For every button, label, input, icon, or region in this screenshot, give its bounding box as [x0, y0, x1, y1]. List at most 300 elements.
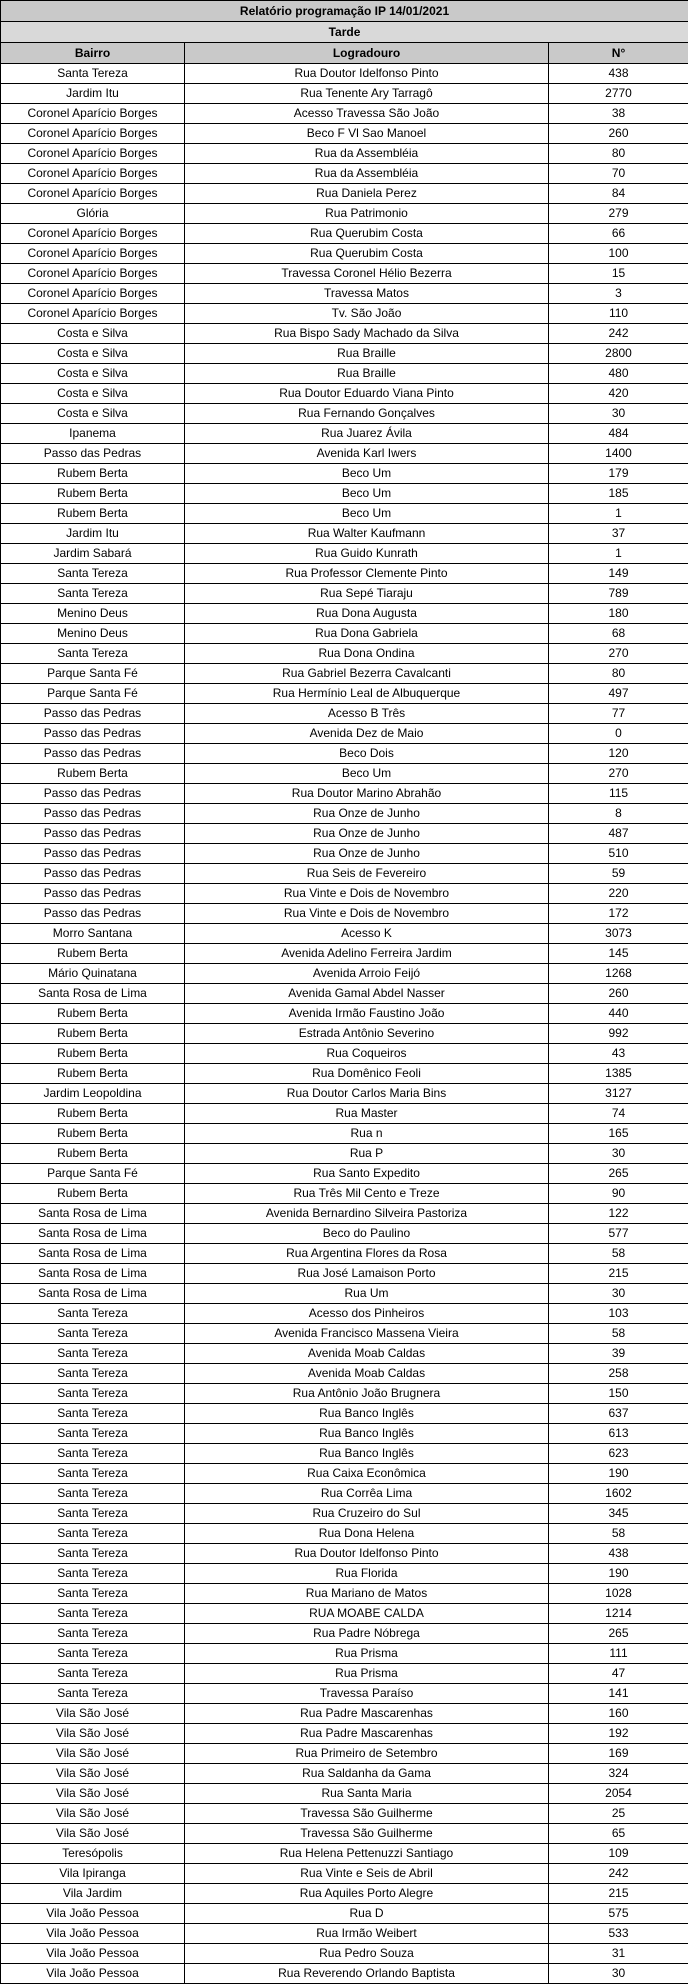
cell-logradouro: Tv. São João: [185, 304, 549, 324]
cell-bairro: Santa Rosa de Lima: [1, 1264, 185, 1284]
cell-numero: 487: [549, 824, 688, 844]
cell-bairro: Vila João Pessoa: [1, 1964, 185, 1984]
table-row: [1, 984, 688, 1004]
table-row: [1, 784, 688, 804]
table-row: [1, 1324, 688, 1344]
cell-numero: 438: [549, 64, 688, 84]
cell-numero: 484: [549, 424, 688, 444]
cell-logradouro: Rua Doutor Carlos Maria Bins: [185, 1084, 549, 1104]
table-row: [1, 1524, 688, 1544]
cell-logradouro: Avenida Karl Iwers: [185, 444, 549, 464]
cell-numero: 220: [549, 884, 688, 904]
cell-bairro: Passo das Pedras: [1, 784, 185, 804]
cell-logradouro: Rua Padre Mascarenhas: [185, 1704, 549, 1724]
cell-numero: 3073: [549, 924, 688, 944]
cell-numero: 8: [549, 804, 688, 824]
table-row: [1, 904, 688, 924]
cell-bairro: Santa Tereza: [1, 1604, 185, 1624]
table-row: [1, 684, 688, 704]
table-row: [1, 644, 688, 664]
cell-bairro: Rubem Berta: [1, 484, 185, 504]
cell-bairro: Santa Tereza: [1, 1364, 185, 1384]
cell-bairro: Santa Tereza: [1, 1544, 185, 1564]
table-row: [1, 364, 688, 384]
cell-numero: 160: [549, 1704, 688, 1724]
table-row: [1, 1304, 688, 1324]
cell-bairro: Santa Rosa de Lima: [1, 1204, 185, 1224]
cell-logradouro: Rua Domênico Feoli: [185, 1064, 549, 1084]
cell-bairro: Rubem Berta: [1, 764, 185, 784]
cell-bairro: Jardim Sabará: [1, 544, 185, 564]
table-row: [1, 744, 688, 764]
cell-bairro: Jardim Leopoldina: [1, 1084, 185, 1104]
table-row: [1, 1684, 688, 1704]
cell-logradouro: Rua Dona Gabriela: [185, 624, 549, 644]
table-body: [1, 64, 688, 1984]
cell-numero: 169: [549, 1744, 688, 1764]
cell-bairro: Vila São José: [1, 1764, 185, 1784]
cell-bairro: Menino Deus: [1, 624, 185, 644]
table-row: [1, 1664, 688, 1684]
cell-numero: 65: [549, 1824, 688, 1844]
cell-numero: 192: [549, 1724, 688, 1744]
cell-bairro: Vila Ipiranga: [1, 1864, 185, 1884]
cell-bairro: Coronel Aparício Borges: [1, 304, 185, 324]
table-row: [1, 1944, 688, 1964]
cell-bairro: Santa Tereza: [1, 1424, 185, 1444]
table-row: [1, 944, 688, 964]
table-row: [1, 1564, 688, 1584]
cell-bairro: Vila João Pessoa: [1, 1944, 185, 1964]
cell-logradouro: Avenida Moab Caldas: [185, 1344, 549, 1364]
cell-numero: 58: [549, 1244, 688, 1264]
cell-logradouro: Rua Santa Maria: [185, 1784, 549, 1804]
cell-bairro: Costa e Silva: [1, 404, 185, 424]
cell-numero: 2770: [549, 84, 688, 104]
cell-logradouro: Acesso K: [185, 924, 549, 944]
table-row: [1, 1064, 688, 1084]
cell-logradouro: Rua Caixa Econômica: [185, 1464, 549, 1484]
table-row: [1, 1404, 688, 1424]
cell-bairro: Rubem Berta: [1, 1144, 185, 1164]
cell-bairro: Santa Rosa de Lima: [1, 984, 185, 1004]
cell-numero: 270: [549, 644, 688, 664]
cell-numero: 260: [549, 984, 688, 1004]
table-row: [1, 144, 688, 164]
cell-numero: 1400: [549, 444, 688, 464]
cell-bairro: Rubem Berta: [1, 464, 185, 484]
table-row: [1, 244, 688, 264]
cell-bairro: Santa Tereza: [1, 1504, 185, 1524]
cell-logradouro: Rua Onze de Junho: [185, 824, 549, 844]
table-row: [1, 1184, 688, 1204]
cell-numero: 30: [549, 1144, 688, 1164]
cell-bairro: Passo das Pedras: [1, 704, 185, 724]
cell-logradouro: RUA MOABE CALDA: [185, 1604, 549, 1624]
cell-bairro: Santa Rosa de Lima: [1, 1224, 185, 1244]
cell-bairro: Santa Tereza: [1, 64, 185, 84]
cell-logradouro: Rua Irmão Weibert: [185, 1924, 549, 1944]
cell-numero: 613: [549, 1424, 688, 1444]
table-row: [1, 224, 688, 244]
cell-logradouro: Rua Argentina Flores da Rosa: [185, 1244, 549, 1264]
cell-bairro: Rubem Berta: [1, 1004, 185, 1024]
cell-logradouro: Rua Antônio João Brugnera: [185, 1384, 549, 1404]
cell-bairro: Vila São José: [1, 1804, 185, 1824]
table-row: [1, 1584, 688, 1604]
cell-bairro: Santa Tereza: [1, 1624, 185, 1644]
cell-logradouro: Rua Walter Kaufmann: [185, 524, 549, 544]
cell-bairro: Santa Tereza: [1, 1524, 185, 1544]
cell-numero: 111: [549, 1644, 688, 1664]
cell-bairro: Vila Jardim: [1, 1884, 185, 1904]
cell-logradouro: Rua Cruzeiro do Sul: [185, 1504, 549, 1524]
cell-bairro: Parque Santa Fé: [1, 684, 185, 704]
table-row: [1, 164, 688, 184]
cell-bairro: Coronel Aparício Borges: [1, 144, 185, 164]
header-row: [1, 43, 688, 64]
cell-logradouro: Rua Tenente Ary Tarragô: [185, 84, 549, 104]
cell-bairro: Santa Tereza: [1, 1404, 185, 1424]
cell-bairro: Jardim Itu: [1, 524, 185, 544]
cell-bairro: Vila João Pessoa: [1, 1904, 185, 1924]
cell-bairro: Menino Deus: [1, 604, 185, 624]
cell-bairro: Passo das Pedras: [1, 444, 185, 464]
cell-bairro: Santa Tereza: [1, 1324, 185, 1344]
cell-bairro: Rubem Berta: [1, 1024, 185, 1044]
table-row: [1, 844, 688, 864]
cell-bairro: Vila São José: [1, 1704, 185, 1724]
cell-numero: 77: [549, 704, 688, 724]
table-row: [1, 704, 688, 724]
table-row: [1, 404, 688, 424]
cell-logradouro: Rua Fernando Gonçalves: [185, 404, 549, 424]
cell-logradouro: Acesso B Três: [185, 704, 549, 724]
cell-bairro: Morro Santana: [1, 924, 185, 944]
cell-numero: 80: [549, 144, 688, 164]
cell-bairro: Santa Tereza: [1, 1684, 185, 1704]
cell-logradouro: Rua Sepé Tiaraju: [185, 584, 549, 604]
cell-numero: 438: [549, 1544, 688, 1564]
table-row: [1, 1464, 688, 1484]
cell-numero: 2054: [549, 1784, 688, 1804]
table-row: [1, 1964, 688, 1984]
cell-numero: 30: [549, 1964, 688, 1984]
table-row: [1, 1344, 688, 1364]
table-row: [1, 1244, 688, 1264]
shift-label: Tarde: [1, 22, 688, 43]
table-row: [1, 464, 688, 484]
cell-bairro: Santa Tereza: [1, 564, 185, 584]
cell-logradouro: Avenida Bernardino Silveira Pastoriza: [185, 1204, 549, 1224]
table-row: [1, 764, 688, 784]
table-row: [1, 1604, 688, 1624]
cell-bairro: Rubem Berta: [1, 1044, 185, 1064]
cell-logradouro: Rua Florida: [185, 1564, 549, 1584]
table-row: [1, 1864, 688, 1884]
table-row: [1, 324, 688, 344]
cell-numero: 172: [549, 904, 688, 924]
cell-logradouro: Rua Vinte e Seis de Abril: [185, 1864, 549, 1884]
cell-numero: 150: [549, 1384, 688, 1404]
cell-numero: 623: [549, 1444, 688, 1464]
table-row: [1, 1504, 688, 1524]
cell-logradouro: Rua Coqueiros: [185, 1044, 549, 1064]
cell-logradouro: Rua D: [185, 1904, 549, 1924]
table-row: [1, 104, 688, 124]
cell-numero: 190: [549, 1464, 688, 1484]
cell-bairro: Coronel Aparício Borges: [1, 244, 185, 264]
cell-numero: 43: [549, 1044, 688, 1064]
cell-logradouro: Rua Patrimonio: [185, 204, 549, 224]
cell-bairro: Coronel Aparício Borges: [1, 264, 185, 284]
cell-numero: 265: [549, 1624, 688, 1644]
cell-bairro: Teresópolis: [1, 1844, 185, 1864]
table-row: [1, 1844, 688, 1864]
cell-bairro: Santa Tereza: [1, 1484, 185, 1504]
table-row: [1, 1704, 688, 1724]
cell-logradouro: Beco F Vl Sao Manoel: [185, 124, 549, 144]
cell-numero: 30: [549, 1284, 688, 1304]
cell-numero: 149: [549, 564, 688, 584]
cell-bairro: Costa e Silva: [1, 364, 185, 384]
cell-bairro: Rubem Berta: [1, 1104, 185, 1124]
cell-logradouro: Rua Professor Clemente Pinto: [185, 564, 549, 584]
cell-bairro: Passo das Pedras: [1, 804, 185, 824]
cell-logradouro: Rua Dona Ondina: [185, 644, 549, 664]
cell-numero: 440: [549, 1004, 688, 1024]
cell-numero: 47: [549, 1664, 688, 1684]
cell-logradouro: Rua Querubim Costa: [185, 224, 549, 244]
table-row: [1, 1884, 688, 1904]
cell-logradouro: Avenida Francisco Massena Vieira: [185, 1324, 549, 1344]
cell-bairro: Coronel Aparício Borges: [1, 224, 185, 244]
cell-logradouro: Travessa Coronel Hélio Bezerra: [185, 264, 549, 284]
table-row: [1, 264, 688, 284]
cell-logradouro: Rua Banco Inglês: [185, 1424, 549, 1444]
cell-logradouro: Rua n: [185, 1124, 549, 1144]
cell-numero: 260: [549, 124, 688, 144]
table-row: [1, 1104, 688, 1124]
cell-numero: 1028: [549, 1584, 688, 1604]
table-row: [1, 384, 688, 404]
column-header-bairro: Bairro: [1, 43, 185, 64]
cell-logradouro: Rua Seis de Fevereiro: [185, 864, 549, 884]
table-row: [1, 1724, 688, 1744]
cell-logradouro: Rua Gabriel Bezerra Cavalcanti: [185, 664, 549, 684]
cell-bairro: Coronel Aparício Borges: [1, 104, 185, 124]
cell-numero: 58: [549, 1324, 688, 1344]
table-row: [1, 1644, 688, 1664]
cell-numero: 66: [549, 224, 688, 244]
cell-logradouro: Rua Santo Expedito: [185, 1164, 549, 1184]
cell-numero: 242: [549, 1864, 688, 1884]
table-row: [1, 84, 688, 104]
cell-numero: 510: [549, 844, 688, 864]
cell-logradouro: Beco Um: [185, 464, 549, 484]
cell-bairro: Santa Tereza: [1, 1444, 185, 1464]
table-row: [1, 1624, 688, 1644]
cell-logradouro: Rua Banco Inglês: [185, 1404, 549, 1424]
cell-bairro: Rubem Berta: [1, 1184, 185, 1204]
cell-bairro: Costa e Silva: [1, 324, 185, 344]
table-row: [1, 544, 688, 564]
cell-numero: 115: [549, 784, 688, 804]
table-row: [1, 1204, 688, 1224]
cell-logradouro: Rua Dona Helena: [185, 1524, 549, 1544]
cell-numero: 74: [549, 1104, 688, 1124]
cell-numero: 215: [549, 1264, 688, 1284]
table-row: [1, 1364, 688, 1384]
cell-logradouro: Rua Prisma: [185, 1664, 549, 1684]
table-row: [1, 284, 688, 304]
shift-row: [1, 22, 688, 43]
cell-bairro: Santa Tereza: [1, 644, 185, 664]
cell-logradouro: Avenida Moab Caldas: [185, 1364, 549, 1384]
table-row: [1, 584, 688, 604]
table-row: [1, 1084, 688, 1104]
cell-logradouro: Travessa São Guilherme: [185, 1824, 549, 1844]
cell-bairro: Glória: [1, 204, 185, 224]
cell-logradouro: Beco Dois: [185, 744, 549, 764]
cell-numero: 279: [549, 204, 688, 224]
table-row: [1, 1284, 688, 1304]
cell-numero: 258: [549, 1364, 688, 1384]
cell-logradouro: Rua Prisma: [185, 1644, 549, 1664]
cell-logradouro: Rua Padre Mascarenhas: [185, 1724, 549, 1744]
table-row: [1, 724, 688, 744]
cell-numero: 1: [549, 504, 688, 524]
cell-logradouro: Beco Um: [185, 504, 549, 524]
table-row: [1, 1544, 688, 1564]
cell-bairro: Passo das Pedras: [1, 864, 185, 884]
cell-logradouro: Rua Vinte e Dois de Novembro: [185, 904, 549, 924]
cell-logradouro: Travessa Paraíso: [185, 1684, 549, 1704]
cell-bairro: Santa Tereza: [1, 584, 185, 604]
cell-numero: 497: [549, 684, 688, 704]
cell-numero: 577: [549, 1224, 688, 1244]
cell-bairro: Santa Tereza: [1, 1644, 185, 1664]
cell-bairro: Santa Tereza: [1, 1344, 185, 1364]
cell-bairro: Passo das Pedras: [1, 724, 185, 744]
table-row: [1, 1144, 688, 1164]
cell-numero: 165: [549, 1124, 688, 1144]
cell-logradouro: Rua Dona Augusta: [185, 604, 549, 624]
cell-logradouro: Rua Querubim Costa: [185, 244, 549, 264]
cell-numero: 180: [549, 604, 688, 624]
cell-numero: 84: [549, 184, 688, 204]
cell-numero: 637: [549, 1404, 688, 1424]
cell-numero: 80: [549, 664, 688, 684]
table-row: [1, 884, 688, 904]
cell-bairro: Santa Tereza: [1, 1304, 185, 1324]
cell-bairro: Coronel Aparício Borges: [1, 164, 185, 184]
cell-numero: 420: [549, 384, 688, 404]
cell-logradouro: Rua Aquiles Porto Alegre: [185, 1884, 549, 1904]
cell-numero: 270: [549, 764, 688, 784]
cell-logradouro: Avenida Irmão Faustino João: [185, 1004, 549, 1024]
cell-numero: 103: [549, 1304, 688, 1324]
cell-bairro: Coronel Aparício Borges: [1, 124, 185, 144]
table-row: [1, 1784, 688, 1804]
cell-bairro: Passo das Pedras: [1, 744, 185, 764]
cell-bairro: Santa Tereza: [1, 1564, 185, 1584]
table-row: [1, 1804, 688, 1824]
cell-bairro: Rubem Berta: [1, 1064, 185, 1084]
cell-bairro: Passo das Pedras: [1, 904, 185, 924]
cell-numero: 58: [549, 1524, 688, 1544]
table-row: [1, 484, 688, 504]
cell-numero: 1602: [549, 1484, 688, 1504]
cell-logradouro: Rua Saldanha da Gama: [185, 1764, 549, 1784]
cell-logradouro: Rua Primeiro de Setembro: [185, 1744, 549, 1764]
cell-numero: 145: [549, 944, 688, 964]
cell-bairro: Coronel Aparício Borges: [1, 284, 185, 304]
cell-numero: 1268: [549, 964, 688, 984]
cell-numero: 190: [549, 1564, 688, 1584]
cell-numero: 120: [549, 744, 688, 764]
table-row: [1, 664, 688, 684]
table-row: [1, 504, 688, 524]
table-row: [1, 1744, 688, 1764]
table-row: [1, 124, 688, 144]
table-row: [1, 64, 688, 84]
cell-bairro: Santa Rosa de Lima: [1, 1284, 185, 1304]
cell-logradouro: Rua Reverendo Orlando Baptista: [185, 1964, 549, 1984]
table-row: [1, 1004, 688, 1024]
cell-logradouro: Rua Guido Kunrath: [185, 544, 549, 564]
cell-logradouro: Rua Vinte e Dois de Novembro: [185, 884, 549, 904]
cell-numero: 992: [549, 1024, 688, 1044]
table-row: [1, 804, 688, 824]
cell-logradouro: Rua Um: [185, 1284, 549, 1304]
cell-logradouro: Rua Corrêa Lima: [185, 1484, 549, 1504]
cell-numero: 15: [549, 264, 688, 284]
cell-numero: 109: [549, 1844, 688, 1864]
cell-logradouro: Rua Master: [185, 1104, 549, 1124]
cell-numero: 30: [549, 404, 688, 424]
cell-bairro: Rubem Berta: [1, 504, 185, 524]
table-row: [1, 564, 688, 584]
cell-logradouro: Rua Doutor Idelfonso Pinto: [185, 64, 549, 84]
cell-logradouro: Avenida Arroio Feijó: [185, 964, 549, 984]
table-row: [1, 1904, 688, 1924]
cell-bairro: Vila São José: [1, 1724, 185, 1744]
cell-bairro: Mário Quinatana: [1, 964, 185, 984]
cell-numero: 575: [549, 1904, 688, 1924]
cell-bairro: Santa Tereza: [1, 1584, 185, 1604]
cell-numero: 265: [549, 1164, 688, 1184]
table-row: [1, 444, 688, 464]
cell-bairro: Vila João Pessoa: [1, 1924, 185, 1944]
cell-numero: 0: [549, 724, 688, 744]
cell-bairro: Coronel Aparício Borges: [1, 184, 185, 204]
cell-logradouro: Rua Padre Nóbrega: [185, 1624, 549, 1644]
cell-logradouro: Travessa Matos: [185, 284, 549, 304]
cell-numero: 179: [549, 464, 688, 484]
cell-numero: 68: [549, 624, 688, 644]
cell-numero: 3: [549, 284, 688, 304]
cell-logradouro: Rua Braille: [185, 344, 549, 364]
cell-bairro: Costa e Silva: [1, 344, 185, 364]
cell-logradouro: Rua Hermínio Leal de Albuquerque: [185, 684, 549, 704]
title-row: [1, 1, 688, 22]
cell-numero: 25: [549, 1804, 688, 1824]
table-row: [1, 1424, 688, 1444]
cell-bairro: Parque Santa Fé: [1, 664, 185, 684]
table-row: [1, 864, 688, 884]
cell-logradouro: Travessa São Guilherme: [185, 1804, 549, 1824]
